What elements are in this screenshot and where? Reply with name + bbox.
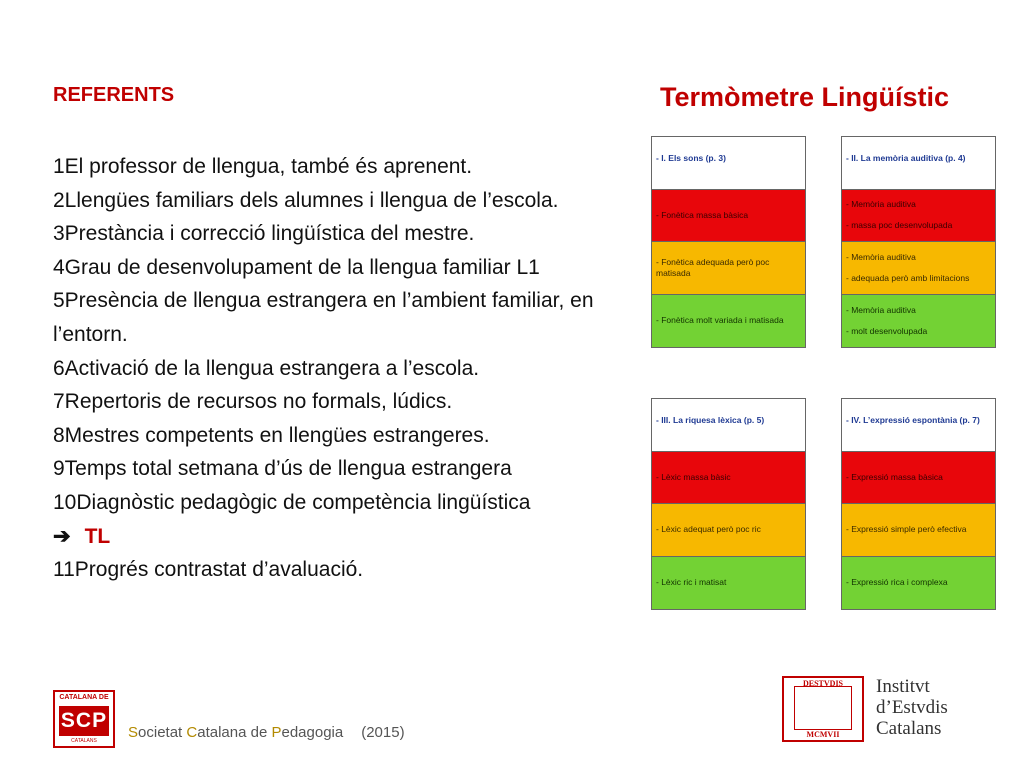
footer-year: (2015): [361, 724, 405, 741]
arrow-right-icon: ➔: [53, 524, 71, 548]
scp-logo-bottom-text: INSTITUT D'ESTUDIS CATALANS: [58, 732, 110, 744]
thermometer-riquesa-lexica: [651, 398, 806, 610]
referents-heading: REFERENTS: [53, 84, 175, 106]
thermometer-sons: [651, 136, 806, 348]
level-green: [842, 295, 995, 348]
scp-logo: [53, 690, 115, 748]
level-text: - Lèxic ric i matisat: [656, 577, 727, 588]
level-text: - Memòria auditiva: [846, 304, 916, 315]
level-text: - Expressió rica i complexa: [846, 577, 948, 588]
level-text: - Fonètica massa bàsica: [656, 209, 749, 220]
references-list: [53, 150, 643, 587]
level-red: [652, 190, 805, 243]
reference-item: 9Temps total setmana d’ús de llengua estrangera: [53, 457, 512, 481]
footer-initial: S: [128, 724, 139, 741]
level-text: - Fonètica adequada però poc matisada: [656, 256, 770, 278]
thermometer-expressio-espontania: [841, 398, 996, 610]
level-green: [652, 557, 805, 610]
footer-initial: P: [271, 724, 282, 741]
level-orange: [842, 504, 995, 557]
reference-item: 4Grau de desenvolupament de la llengua familiar L1: [53, 255, 540, 279]
reference-item: 6Activació de la llengua estrangera a l’escola.: [53, 356, 480, 380]
level-orange: [652, 504, 805, 557]
footer-initial: C: [186, 724, 198, 741]
level-text: - Expressió simple però efectiva: [846, 524, 967, 535]
level-text: - adequada però amb limitacions: [846, 272, 970, 283]
thermometer-header: - III. La riquesa lèxica (p. 5): [652, 399, 805, 452]
level-text: - massa poc desenvolupada: [846, 220, 953, 231]
seal-frame: [794, 686, 852, 730]
thermometer-header: - IV. L’expressió espontània (p. 7): [842, 399, 995, 452]
scp-logo-letters: SCP: [59, 706, 109, 736]
reference-item: 11Progrés contrastat d’avaluació.: [53, 558, 364, 582]
level-green: [842, 557, 995, 610]
seal-top-text: DESTVDIS: [802, 679, 843, 688]
iec-name-line: Catalans: [876, 718, 942, 739]
tl-label: TL: [84, 524, 111, 548]
thermometer-header: - I. Els sons (p. 3): [652, 137, 805, 190]
scp-logo-top-text: CATALANA DE: [59, 694, 109, 701]
iec-name-logo: [876, 676, 948, 739]
level-red: [842, 452, 995, 505]
thermometer-memoria-auditiva: [841, 136, 996, 348]
level-text: - Lèxic adequat però poc ric: [656, 524, 761, 535]
level-red: [652, 452, 805, 505]
footer-text: ocietat: [138, 724, 187, 741]
thermometer-header: - II. La memòria auditiva (p. 4): [842, 137, 995, 190]
reference-item: 2Llengües familiars dels alumnes i llengua de l’escola.: [53, 188, 559, 212]
iec-name-line: d’Estvdis: [876, 697, 948, 718]
iec-seal-logo: [782, 676, 864, 742]
iec-name-line: Institvt: [876, 676, 930, 697]
level-orange: [652, 242, 805, 295]
level-text: - Lèxic massa bàsic: [656, 471, 731, 482]
level-text: - Memòria auditiva: [846, 251, 916, 262]
level-text: - molt desenvolupada: [846, 325, 928, 336]
reference-item: 7Repertoris de recursos no formals, lúdics.: [53, 390, 453, 414]
level-text: - Expressió massa bàsica: [846, 471, 943, 482]
reference-item-10: [53, 486, 643, 553]
reference-10-text: 10Diagnòstic pedagògic de competència lingüística: [53, 490, 531, 514]
level-text: - Fonètica molt variada i matisada: [656, 315, 784, 326]
footer-text: atalana de: [197, 724, 272, 741]
footer-credit: [128, 724, 405, 741]
tl-line: [53, 520, 643, 554]
seal-bottom-text: MCMVII: [806, 730, 840, 739]
footer-text: edagogia: [281, 724, 344, 741]
level-orange: [842, 242, 995, 295]
slide-title: Termòmetre Lingüístic: [660, 82, 950, 112]
level-green: [652, 295, 805, 348]
level-text: - Memòria auditiva: [846, 199, 916, 210]
reference-item: 8Mestres competents en llengües estrangeres.: [53, 423, 490, 447]
reference-item: 3Prestància i correcció lingüística del mestre.: [53, 222, 475, 246]
reference-item: 1El professor de llengua, també és aprenent.: [53, 155, 473, 178]
reference-item: 5Presència de llengua estrangera en l’ambient familiar, en l’entorn.: [53, 289, 594, 346]
level-red: [842, 190, 995, 243]
